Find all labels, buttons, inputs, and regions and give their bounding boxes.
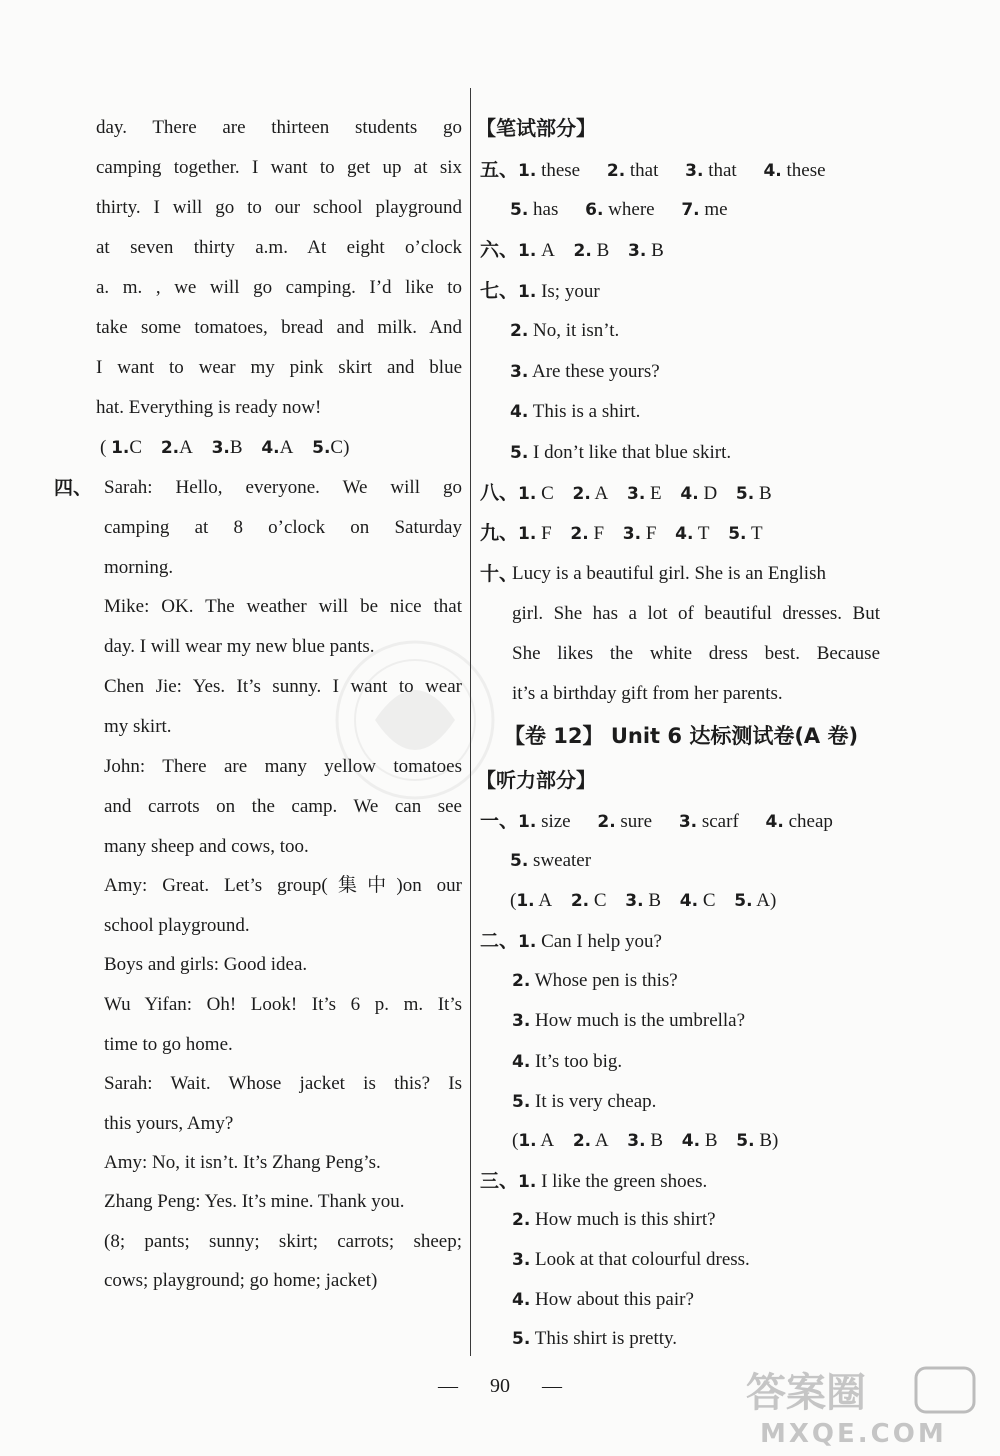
passage-line: camping together. I want to get up at six <box>96 157 462 178</box>
passage-line: I want to wear my pink skirt and blue <box>96 357 462 378</box>
dialogue-line: time to go home. <box>104 1034 233 1055</box>
listening-3-item: 4. How about this pair? <box>512 1289 694 1310</box>
listening-2-item: 3. How much is the umbrella? <box>512 1010 746 1031</box>
section-5-row-1: 五、1. these 2. that 3. that 4. these <box>480 159 826 181</box>
section-9: 九、1. F 2. F 3. F 4. T 5. T <box>480 522 763 544</box>
listening-1-answers: (1. A 2. C 3. B 4. C 5. A) <box>510 890 777 911</box>
answer-row: ( 1.C 2.A 3.B 4.A 5.C) <box>100 437 350 458</box>
listening-2-item: 2. Whose pen is this? <box>512 970 678 991</box>
section-10-line: She likes the white dress best. Because <box>512 643 880 664</box>
dialogue-line: school playground. <box>104 915 250 936</box>
svg-text:MXQE.COM: MXQE.COM <box>760 1419 947 1448</box>
dialogue-line: morning. <box>104 557 174 578</box>
passage-line: at seven thirty a.m. At eight o’clock <box>96 237 462 258</box>
faint-stamp <box>330 600 500 840</box>
dialogue-line: John: There are many yellow tomatoes <box>104 756 462 777</box>
dialogue-line: Sarah: Wait. Whose jacket is this? Is <box>104 1073 462 1094</box>
page-number: — 90 — <box>438 1375 562 1397</box>
dialogue-line: cows; playground; go home; jacket) <box>104 1270 378 1291</box>
passage-line: a. m. , we will go camping. I’d like to <box>96 277 462 298</box>
svg-text:答案圈: 答案圈 <box>746 1370 866 1416</box>
dialogue-line: many sheep and cows, too. <box>104 836 309 857</box>
section-10-line: girl. She has a lot of beautiful dresses. But <box>512 603 880 624</box>
section-10-label: 十、 <box>480 563 519 585</box>
page-number-value: 90 <box>490 1375 510 1397</box>
dialogue-line: day. I will wear my new blue pants. <box>104 636 375 657</box>
dialogue-line: Mike: OK. The weather will be nice that <box>104 596 462 617</box>
dialogue-line: Zhang Peng: Yes. It’s mine. Thank you. <box>104 1191 405 1212</box>
dialogue-line: my skirt. <box>104 716 172 737</box>
listening-section-header: 【听力部分】 <box>476 768 596 792</box>
listening-1-row-2: 5. sweater <box>510 850 592 871</box>
section-10-line: it’s a birthday gift from her parents. <box>512 683 783 704</box>
listening-3-item: 2. How much is this shirt? <box>512 1209 716 1230</box>
section-8: 八、1. C 2. A 3. E 4. D 5. B <box>480 482 772 504</box>
passage-line: thirty. I will go to our school playground <box>96 197 462 218</box>
dialogue-line: Wu Yifan: Oh! Look! It’s 6 p. m. It’s <box>104 994 462 1015</box>
section-7-item: 5. I don’t like that blue skirt. <box>510 442 732 463</box>
listening-2-item: 4. It’s too big. <box>512 1051 623 1072</box>
listening-3-item: 三、1. I like the green shoes. <box>480 1170 708 1192</box>
section-10-line: Lucy is a beautiful girl. She is an English <box>512 563 826 584</box>
dialogue-line: Amy: Great. Let’s group(集中)on our <box>104 875 462 896</box>
section-7-item: 4. This is a shirt. <box>510 401 641 422</box>
dialogue-line: this yours, Amy? <box>104 1113 234 1134</box>
listening-1-row-1: 一、1. size 2. sure 3. scarf 4. cheap <box>480 810 833 832</box>
listening-2-answers: (1. A 2. A 3. B 4. B 5. B) <box>512 1130 779 1151</box>
dialogue-line: camping at 8 o’clock on Saturday <box>104 517 462 538</box>
dialogue-line: Amy: No, it isn’t. It’s Zhang Peng’s. <box>104 1152 381 1173</box>
dialogue-line: Chen Jie: Yes. It’s sunny. I want to wear <box>104 676 462 697</box>
watermark-logo <box>736 1362 986 1448</box>
listening-2-item: 5. It is very cheap. <box>512 1091 657 1112</box>
dialogue-line: Boys and girls: Good idea. <box>104 954 308 975</box>
section-5-row-2: 5. has 6. where 7. me <box>510 199 728 220</box>
listening-3-item: 3. Look at that colourful dress. <box>512 1249 750 1270</box>
passage-line: take some tomatoes, bread and milk. And <box>96 317 462 338</box>
section-7-item: 3. Are these yours? <box>510 361 660 382</box>
passage-line: hat. Everything is ready now! <box>96 397 322 418</box>
dialogue-line: (8; pants; sunny; skirt; carrots; sheep; <box>104 1231 462 1252</box>
section-7-item: 七、1. Is; your <box>480 280 600 302</box>
section-6: 六、1. A 2. B 3. B <box>480 239 664 261</box>
written-section-header: 【笔试部分】 <box>476 116 596 140</box>
dialogue-line: Sarah: Hello, everyone. We will go <box>104 477 462 498</box>
listening-2-item: 二、1. Can I help you? <box>480 930 662 952</box>
passage-line: day. There are thirteen students go <box>96 117 462 138</box>
listening-3-item: 5. This shirt is pretty. <box>512 1328 678 1349</box>
unit-title: 【卷 12】 Unit 6 达标测试卷(A 卷) <box>504 724 859 748</box>
section-label-4: 四、 <box>54 477 93 499</box>
dialogue-line: and carrots on the camp. We can see <box>104 796 462 817</box>
section-7-item: 2. No, it isn’t. <box>510 320 620 341</box>
